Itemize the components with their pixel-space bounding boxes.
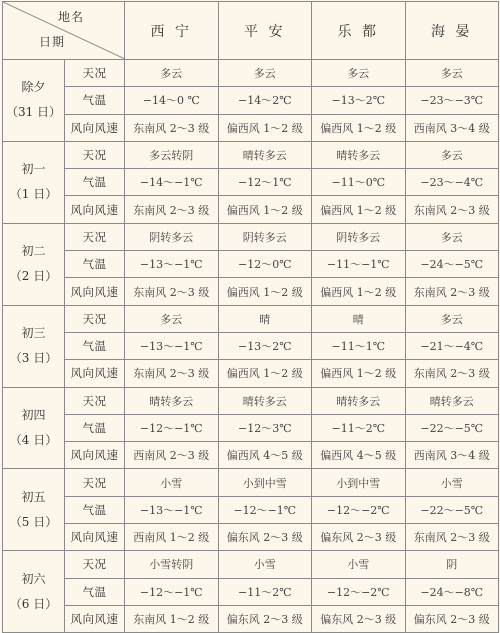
wind-cell-pingan: 偏东风 2～3 级 [218, 524, 312, 551]
weather-cell-haiyan: 阴 [405, 551, 499, 578]
table-row [3, 387, 499, 414]
item-label: 风向风速 [65, 114, 125, 141]
table-row [3, 223, 499, 250]
weather-cell-xining: 多云转阴 [125, 141, 219, 168]
item-label: 气温 [65, 251, 125, 278]
wind-cell-haiyan: 东南风 2～3 级 [405, 524, 499, 551]
wind-cell-ledu: 偏东风 2～3 级 [312, 605, 406, 632]
weather-cell-xining: 多云 [125, 305, 219, 332]
wind-cell-pingan: 偏西风 4～5 级 [218, 442, 312, 469]
city-header-xining: 西 宁 [125, 2, 219, 60]
weather-cell-haiyan: 小雪 [405, 469, 499, 496]
weather-cell-pingan: 阴转多云 [218, 223, 312, 250]
temp-cell-haiyan: −24～−8℃ [405, 578, 499, 605]
wind-cell-haiyan: 西南风 3～4 级 [405, 114, 499, 141]
table-row [3, 87, 499, 114]
item-label: 风向风速 [65, 278, 125, 305]
wind-cell-haiyan: 偏东风 2～3 级 [405, 605, 499, 632]
weather-cell-ledu: 多云 [312, 60, 406, 87]
day-cell [3, 141, 65, 223]
day-date: （31 日） [5, 105, 62, 120]
weather-cell-pingan: 晴转多云 [218, 387, 312, 414]
temp-cell-xining: −12～−1℃ [125, 414, 219, 441]
wind-cell-pingan: 偏西风 1～2 级 [218, 196, 312, 223]
wind-cell-haiyan: 西南风 3～4 级 [405, 442, 499, 469]
table-row [3, 469, 499, 496]
weather-cell-xining: 小雪 [125, 469, 219, 496]
day-date: （2 日） [9, 269, 58, 284]
table-row [3, 251, 499, 278]
item-label: 气温 [65, 496, 125, 523]
table-row [3, 414, 499, 441]
weather-cell-haiyan: 多云 [405, 60, 499, 87]
temp-cell-haiyan: −23～−3℃ [405, 87, 499, 114]
temp-cell-haiyan: −22～−5℃ [405, 496, 499, 523]
wind-cell-pingan: 偏西风 1～2 级 [218, 278, 312, 305]
day-date: （3 日） [9, 351, 58, 366]
item-label: 天况 [65, 305, 125, 332]
table-row [3, 196, 499, 223]
temp-cell-pingan: −13～2℃ [218, 332, 312, 359]
table-row [3, 332, 499, 359]
item-label: 天况 [65, 60, 125, 87]
table-row [3, 360, 499, 387]
forecast-table [2, 1, 499, 633]
item-label: 气温 [65, 169, 125, 196]
day-cell [3, 305, 65, 387]
temp-cell-pingan: −12～3℃ [218, 414, 312, 441]
table-row [3, 578, 499, 605]
table-row [3, 605, 499, 632]
temp-cell-xining: −14～−1℃ [125, 169, 219, 196]
table-row [3, 305, 499, 332]
table-row [3, 278, 499, 305]
header-row [3, 2, 499, 60]
item-label: 风向风速 [65, 360, 125, 387]
wind-cell-xining: 西南风 1～2 级 [125, 524, 219, 551]
day-name: 除夕 [21, 80, 46, 95]
temp-cell-xining: −13～−1℃ [125, 332, 219, 359]
weather-cell-ledu: 阴转多云 [312, 223, 406, 250]
weather-cell-ledu: 晴 [312, 305, 406, 332]
day-name: 初五 [21, 489, 46, 504]
temp-cell-ledu: −12～−2℃ [312, 578, 406, 605]
weather-cell-ledu: 小雪 [312, 551, 406, 578]
day-date: （6 日） [9, 596, 58, 611]
table-row [3, 60, 499, 87]
weather-cell-xining: 阴转多云 [125, 223, 219, 250]
item-label: 天况 [65, 551, 125, 578]
day-date: （1 日） [9, 187, 58, 202]
wind-cell-xining: 西南风 2～3 级 [125, 442, 219, 469]
day-name: 初六 [21, 571, 46, 586]
temp-cell-pingan: −12～−1℃ [218, 496, 312, 523]
item-label: 风向风速 [65, 196, 125, 223]
wind-cell-pingan: 偏西风 1～2 级 [218, 114, 312, 141]
day-date: （4 日） [9, 433, 58, 447]
temp-cell-haiyan: −24～−5℃ [405, 251, 499, 278]
wind-cell-xining: 东南风 2～3 级 [125, 278, 219, 305]
forecast-body [3, 60, 499, 633]
item-label: 风向风速 [65, 524, 125, 551]
item-label: 风向风速 [65, 605, 125, 632]
temp-cell-xining: −14～0 ℃ [125, 87, 219, 114]
temp-cell-ledu: −13～2℃ [312, 87, 406, 114]
item-label: 天况 [65, 469, 125, 496]
weather-cell-xining: 小雪转阴 [125, 551, 219, 578]
item-label: 气温 [65, 332, 125, 359]
day-cell [3, 469, 65, 551]
temp-cell-ledu: −11～−1℃ [312, 251, 406, 278]
weather-cell-pingan: 多云 [218, 60, 312, 87]
table-row [3, 169, 499, 196]
temp-cell-pingan: −12～0℃ [218, 251, 312, 278]
date-label: 日期 [39, 35, 66, 49]
weather-cell-haiyan: 晴转多云 [405, 387, 499, 414]
weather-cell-pingan: 小雪 [218, 551, 312, 578]
weather-cell-xining: 多云 [125, 60, 219, 87]
city-header-haiyan: 海 晏 [405, 2, 499, 60]
table-row [3, 442, 499, 469]
weather-cell-pingan: 小到中雪 [218, 469, 312, 496]
temp-cell-ledu: −11～2℃ [312, 414, 406, 441]
table-row [3, 141, 499, 168]
wind-cell-ledu: 偏东风 2～3 级 [312, 524, 406, 551]
day-name: 初四 [21, 407, 46, 422]
city-header-ledu: 乐 都 [312, 2, 406, 60]
temp-cell-ledu: −11～1℃ [312, 332, 406, 359]
wind-cell-ledu: 偏西风 4～5 级 [312, 442, 406, 469]
temp-cell-pingan: −14～2℃ [218, 87, 312, 114]
weather-cell-ledu: 晴转多云 [312, 387, 406, 414]
city-header-pingan: 平 安 [218, 2, 312, 60]
day-cell [3, 551, 65, 633]
weather-cell-ledu: 小到中雪 [312, 469, 406, 496]
item-label: 天况 [65, 223, 125, 250]
wind-cell-pingan: 偏东风 2～3 级 [218, 605, 312, 632]
weather-cell-ledu: 晴转多云 [312, 141, 406, 168]
temp-cell-xining: −12～−1℃ [125, 578, 219, 605]
day-cell [3, 60, 65, 142]
wind-cell-ledu: 偏西风 1～2 级 [312, 360, 406, 387]
day-name: 初三 [21, 325, 46, 340]
wind-cell-xining: 东南风 2～3 级 [125, 196, 219, 223]
table-row [3, 551, 499, 578]
item-label: 气温 [65, 414, 125, 441]
item-label: 天况 [65, 141, 125, 168]
wind-cell-ledu: 偏西风 1～2 级 [312, 114, 406, 141]
wind-cell-haiyan: 东南风 2～3 级 [405, 360, 499, 387]
weather-cell-haiyan: 多云 [405, 141, 499, 168]
weather-cell-haiyan: 多云 [405, 305, 499, 332]
place-label: 地名 [57, 10, 84, 24]
weather-cell-haiyan: 多云 [405, 223, 499, 250]
temp-cell-ledu: −11～0℃ [312, 169, 406, 196]
temp-cell-pingan: −11～2℃ [218, 578, 312, 605]
corner-header [3, 2, 125, 60]
day-cell [3, 387, 65, 469]
temp-cell-haiyan: −21～−4℃ [405, 332, 499, 359]
temp-cell-haiyan: −22～−5℃ [405, 414, 499, 441]
temp-cell-pingan: −12～1℃ [218, 169, 312, 196]
weather-cell-pingan: 晴转多云 [218, 141, 312, 168]
table-row [3, 524, 499, 551]
wind-cell-haiyan: 东南风 2～3 级 [405, 278, 499, 305]
wind-cell-xining: 东南风 2～3 级 [125, 360, 219, 387]
day-name: 初二 [21, 244, 46, 259]
wind-cell-xining: 东南风 1～2 级 [125, 605, 219, 632]
wind-cell-haiyan: 东南风 2～3 级 [405, 196, 499, 223]
table-row [3, 114, 499, 141]
table-row [3, 496, 499, 523]
wind-cell-ledu: 偏西风 1～2 级 [312, 278, 406, 305]
wind-cell-xining: 东南风 2～3 级 [125, 114, 219, 141]
wind-cell-pingan: 偏西风 1～2 级 [218, 360, 312, 387]
day-date: （5 日） [9, 514, 58, 529]
item-label: 天况 [65, 387, 125, 414]
temp-cell-xining: −13～−1℃ [125, 496, 219, 523]
item-label: 气温 [65, 87, 125, 114]
day-cell [3, 223, 65, 305]
weather-cell-pingan: 晴 [218, 305, 312, 332]
temp-cell-haiyan: −23～−4℃ [405, 169, 499, 196]
weather-cell-xining: 晴转多云 [125, 387, 219, 414]
temp-cell-xining: −13～−1℃ [125, 251, 219, 278]
day-name: 初一 [21, 162, 46, 177]
item-label: 风向风速 [65, 442, 125, 469]
temp-cell-ledu: −12～−2℃ [312, 496, 406, 523]
item-label: 气温 [65, 578, 125, 605]
wind-cell-ledu: 偏西风 1～2 级 [312, 196, 406, 223]
